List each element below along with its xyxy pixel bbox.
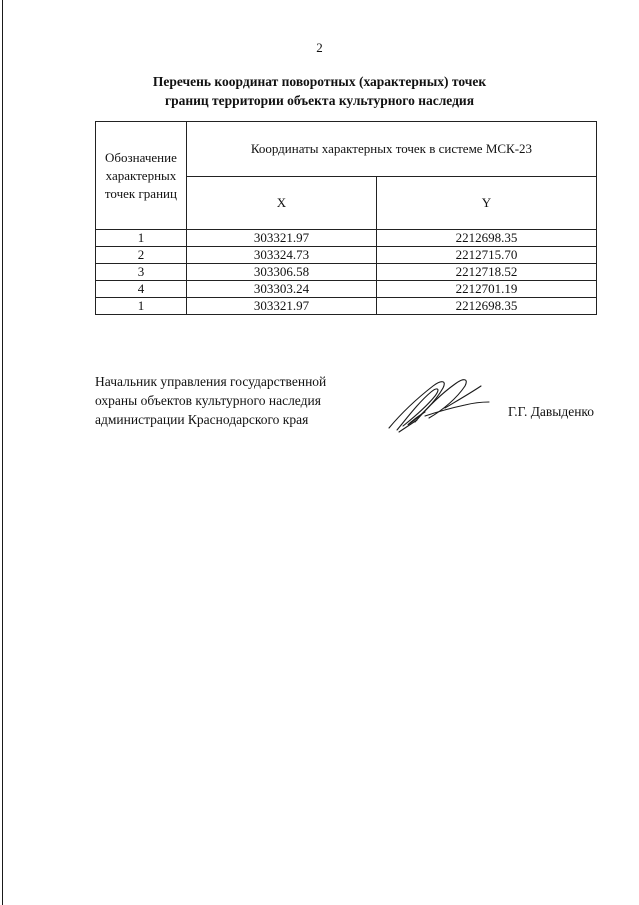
cell-point: 1 bbox=[96, 298, 187, 315]
signer-position bbox=[95, 372, 326, 429]
signer-position-line-1: Начальник управления государственной bbox=[95, 374, 327, 389]
page-edge-line bbox=[2, 0, 3, 905]
table-row bbox=[96, 281, 597, 298]
cell-x: 303306.58 bbox=[186, 264, 376, 281]
header-y: Y bbox=[377, 177, 597, 230]
table-row bbox=[96, 247, 597, 264]
table-header-row bbox=[96, 122, 597, 177]
cell-y: 2212698.35 bbox=[377, 298, 597, 315]
header-label-line-3: точек границ bbox=[104, 185, 177, 201]
cell-y: 2212718.52 bbox=[377, 264, 597, 281]
table-row bbox=[96, 230, 597, 247]
cell-point: 4 bbox=[96, 281, 187, 298]
signer-name: Г.Г. Давыденко bbox=[508, 404, 595, 419]
cell-x: 303324.73 bbox=[186, 247, 376, 264]
document-title bbox=[0, 72, 639, 110]
cell-x: 303303.24 bbox=[186, 281, 376, 298]
signer-position-line-3: администрации Краснодарского края bbox=[95, 412, 309, 427]
cell-x: 303321.97 bbox=[186, 298, 376, 315]
cell-x: 303321.97 bbox=[186, 230, 376, 247]
cell-y: 2212701.19 bbox=[377, 281, 597, 298]
header-label-line-1: Обозначение bbox=[105, 149, 177, 165]
cell-point: 2 bbox=[96, 247, 187, 264]
header-label-line-2: характерных bbox=[105, 167, 177, 183]
table-row bbox=[96, 264, 597, 281]
header-coordinates-system: Координаты характерных точек в системе МСК-23 bbox=[186, 122, 596, 177]
cell-point: 3 bbox=[96, 264, 187, 281]
cell-y: 2212698.35 bbox=[377, 230, 597, 247]
coordinates-table bbox=[95, 121, 597, 315]
header-point-designation bbox=[96, 122, 187, 230]
signer-position-line-2: охраны объектов культурного наследия bbox=[95, 393, 321, 408]
table-row bbox=[96, 298, 597, 315]
cell-y: 2212715.70 bbox=[377, 247, 597, 264]
handwritten-signature bbox=[385, 372, 505, 434]
page-number: 2 bbox=[316, 40, 323, 55]
document-title-line-1: Перечень координат поворотных (характерных) точек bbox=[152, 74, 487, 89]
header-x: X bbox=[186, 177, 376, 230]
cell-point: 1 bbox=[96, 230, 187, 247]
document-title-line-2: границ территории объекта культурного наследия bbox=[164, 93, 475, 108]
